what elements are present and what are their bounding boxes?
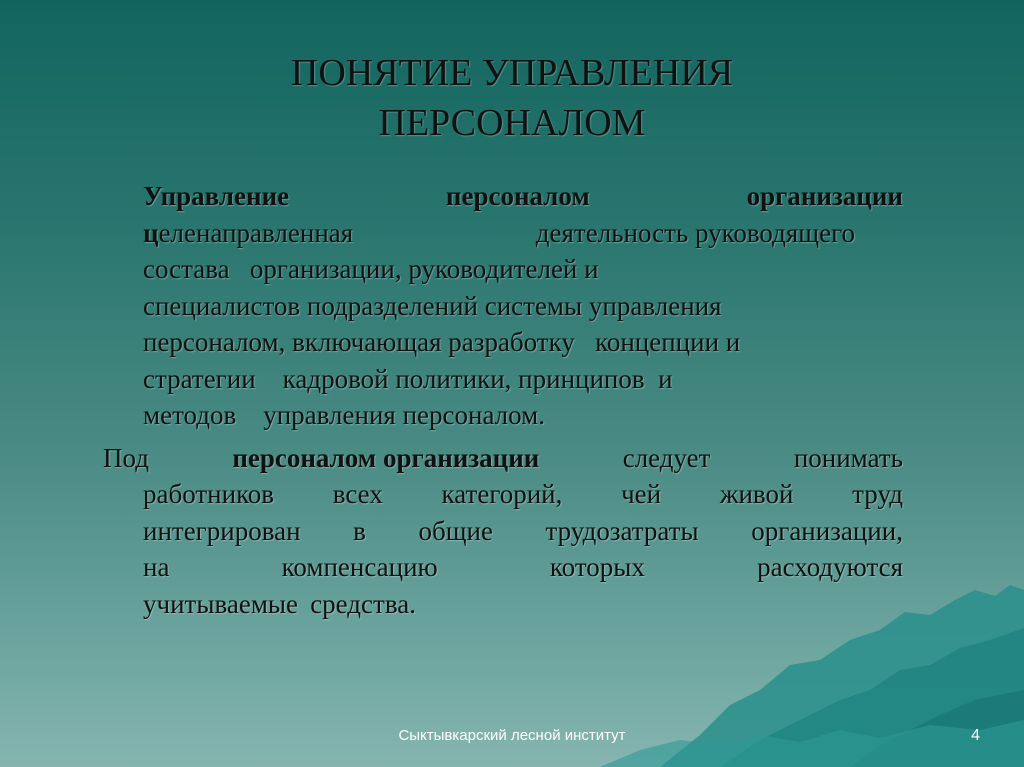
p2-word: всех bbox=[332, 479, 383, 509]
p2-word: понимать bbox=[793, 442, 903, 473]
p2-word: интегрирован bbox=[143, 515, 301, 546]
p2-word: учитываемые bbox=[143, 588, 299, 619]
title-line-1: ПОНЯТИЕ УПРАВЛЕНИЯ bbox=[290, 52, 734, 94]
p2-word: расходуются bbox=[757, 552, 903, 582]
p1-word: деятельность руководящего bbox=[535, 217, 855, 248]
p2-line-4 bbox=[143, 549, 903, 586]
p2-word: следует bbox=[622, 442, 711, 473]
p2-line-1 bbox=[103, 440, 903, 477]
p2-word: персоналом организации bbox=[232, 442, 540, 473]
p2-word: чей bbox=[621, 479, 662, 509]
p2-word: компенсацию bbox=[281, 552, 438, 582]
p1-line-3: состава организации, руководителей и bbox=[143, 254, 599, 284]
slide-title bbox=[0, 48, 1024, 148]
p2-word: средства. bbox=[310, 588, 416, 619]
personnel-paragraph bbox=[103, 440, 903, 623]
p2-word: организации, bbox=[751, 515, 903, 546]
p2-line-3 bbox=[143, 513, 903, 550]
p1-word: целенаправленная bbox=[143, 217, 354, 248]
p2-line-2 bbox=[143, 476, 903, 513]
p1-line-2 bbox=[143, 215, 903, 252]
p2-word: живой bbox=[719, 479, 794, 509]
p2-word: на bbox=[143, 552, 170, 582]
p1-line-7: методов управления персоналом. bbox=[143, 400, 545, 430]
title-line-2: ПЕРСОНАЛОМ bbox=[378, 102, 646, 144]
p1-line-1 bbox=[143, 178, 903, 215]
p1-word: организации bbox=[746, 181, 903, 211]
p2-word: которых bbox=[549, 552, 645, 582]
footer-institute: Сыктывкарский лесной институт bbox=[398, 727, 626, 744]
p1-word: персоналом bbox=[445, 181, 590, 211]
p2-word: в bbox=[353, 515, 366, 546]
page-number: 4 bbox=[971, 727, 980, 744]
p2-line-5 bbox=[143, 586, 903, 623]
p1-word-rest: еленаправленная bbox=[158, 217, 354, 248]
definition-paragraph bbox=[103, 178, 903, 434]
p2-word: труд bbox=[852, 479, 903, 509]
p2-word: общие bbox=[418, 515, 493, 546]
p2-word: работников bbox=[143, 479, 275, 509]
p1-line-6: стратегии кадровой политики, принципов и bbox=[143, 363, 673, 394]
p1-word: Управление bbox=[143, 181, 290, 211]
p2-word: категорий, bbox=[441, 479, 563, 509]
p2-word: Под bbox=[103, 442, 149, 473]
p1-line-4: специалистов подразделений системы управления bbox=[143, 290, 722, 321]
p2-word: трудозатраты bbox=[545, 515, 699, 546]
p1-line-5: персоналом, включающая разработку концепции и bbox=[143, 327, 741, 357]
slide-body bbox=[103, 178, 903, 628]
